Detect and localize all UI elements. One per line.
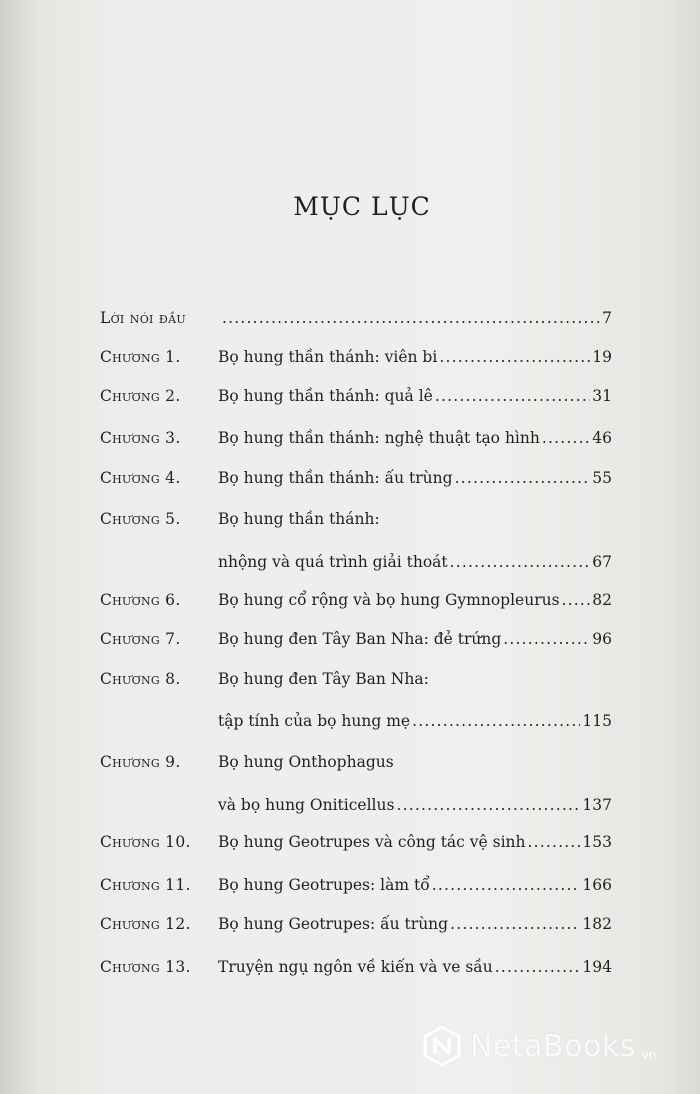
toc-chapter-label: Chương 7.	[100, 630, 181, 648]
toc-chapter-label: Chương 8.	[100, 670, 181, 688]
toc-entry-chapter-8[interactable]	[100, 664, 612, 694]
toc-chapter-label: Chương 6.	[100, 591, 181, 609]
toc-page-number: 82	[592, 591, 612, 609]
toc-page-number: 166	[582, 876, 612, 894]
toc-chapter-title-line1: Bọ hung Onthophagus	[218, 753, 394, 771]
watermark-suffix: .vn	[637, 1048, 657, 1062]
toc-page-number: 194	[582, 958, 612, 976]
page-title: MỤC LỤC	[293, 192, 431, 221]
toc-page-number: 46	[592, 429, 612, 447]
toc-chapter-label: Chương 12.	[100, 915, 191, 933]
toc-chapter-label: Lời nói đầu	[100, 309, 186, 327]
toc-chapter-title: nhộng và quá trình giải thoát	[218, 553, 448, 571]
toc-page-number: 96	[592, 630, 612, 648]
toc-leader-dots	[503, 624, 590, 654]
toc-leader-dots	[439, 342, 590, 372]
watermark-name: NetaBooks	[470, 1028, 636, 1064]
toc-entry-chapter-9-cont[interactable]	[100, 790, 612, 820]
toc-entry-chapter-5[interactable]	[100, 504, 612, 534]
toc-entry-preface[interactable]	[100, 303, 612, 333]
toc-leader-dots	[542, 423, 590, 453]
toc-chapter-title: Bọ hung cổ rộng và bọ hung Gymnopleurus	[218, 591, 560, 609]
toc-entry-chapter-1[interactable]	[100, 342, 612, 372]
toc-chapter-title: Bọ hung thần thánh: viên bi	[218, 348, 438, 366]
toc-entry-chapter-3[interactable]	[100, 423, 612, 453]
toc-chapter-title: Bọ hung Geotrupes: làm tổ	[218, 876, 430, 894]
toc-page-number: 182	[582, 915, 612, 933]
toc-chapter-title: Bọ hung Geotrupes: ấu trùng	[218, 915, 449, 933]
toc-leader-dots	[450, 909, 580, 939]
toc-leader-dots	[495, 952, 581, 982]
toc-leader-dots	[455, 463, 591, 493]
toc-chapter-label: Chương 5.	[100, 510, 181, 528]
toc-chapter-label: Chương 4.	[100, 469, 181, 487]
toc-entry-chapter-11[interactable]	[100, 870, 612, 900]
toc-entry-chapter-5-cont[interactable]	[100, 547, 612, 577]
toc-entry-chapter-7[interactable]	[100, 624, 612, 654]
toc-page-number: 31	[592, 387, 612, 405]
toc-chapter-title: Truyện ngụ ngôn về kiến và ve sầu	[218, 958, 493, 976]
toc-chapter-label: Chương 9.	[100, 753, 181, 771]
toc-page-number: 55	[592, 469, 612, 487]
toc-chapter-title: tập tính của bọ hung mẹ	[218, 712, 411, 730]
toc-chapter-label: Chương 11.	[100, 876, 191, 894]
toc-leader-dots	[562, 585, 591, 615]
toc-page-number: 67	[592, 553, 612, 571]
toc-chapter-title: Bọ hung đen Tây Ban Nha: đẻ trứng	[218, 630, 502, 648]
toc-entry-chapter-8-cont[interactable]	[100, 706, 612, 736]
toc-leader-dots	[528, 827, 581, 857]
toc-chapter-label: Chương 1.	[100, 348, 181, 366]
toc-leader-dots	[432, 870, 581, 900]
toc-entry-chapter-2[interactable]	[100, 381, 612, 411]
toc-chapter-title: Bọ hung thần thánh: nghệ thuật tạo hình	[218, 429, 540, 447]
toc-chapter-title: Bọ hung thần thánh: quả lê	[218, 387, 433, 405]
toc-chapter-label: Chương 13.	[100, 958, 191, 976]
toc-leader-dots	[435, 381, 590, 411]
toc-chapter-label: Chương 2.	[100, 387, 181, 405]
toc-leader-dots	[396, 790, 580, 820]
toc-entry-chapter-10[interactable]	[100, 827, 612, 857]
toc-chapter-label: Chương 10.	[100, 833, 191, 851]
toc-leader-dots	[412, 706, 580, 736]
toc-page-number: 115	[582, 712, 612, 730]
toc-page-number: 137	[582, 796, 612, 814]
toc-entry-chapter-13[interactable]	[100, 952, 612, 982]
toc-chapter-title: Bọ hung thần thánh: ấu trùng	[218, 469, 453, 487]
show-through-text	[70, 80, 700, 123]
netabooks-watermark	[420, 1024, 656, 1068]
toc-leader-dots	[222, 303, 600, 333]
toc-entry-chapter-6[interactable]	[100, 585, 612, 615]
toc-page-number: 19	[592, 348, 612, 366]
toc-chapter-title-line1: Bọ hung thần thánh:	[218, 510, 380, 528]
toc-entry-chapter-4[interactable]	[100, 463, 612, 493]
toc-entry-chapter-12[interactable]	[100, 909, 612, 939]
toc-entry-chapter-9[interactable]	[100, 747, 612, 777]
toc-chapter-label: Chương 3.	[100, 429, 181, 447]
toc-page-number: 7	[602, 309, 612, 327]
toc-chapter-title-line1: Bọ hung đen Tây Ban Nha:	[218, 670, 429, 688]
toc-leader-dots	[450, 547, 591, 577]
toc-page-number: 153	[582, 833, 612, 851]
neta-logo-icon	[420, 1024, 464, 1068]
toc-chapter-title: và bọ hung Oniticellus	[218, 796, 395, 814]
toc-chapter-title: Bọ hung Geotrupes và công tác vệ sinh	[218, 833, 526, 851]
